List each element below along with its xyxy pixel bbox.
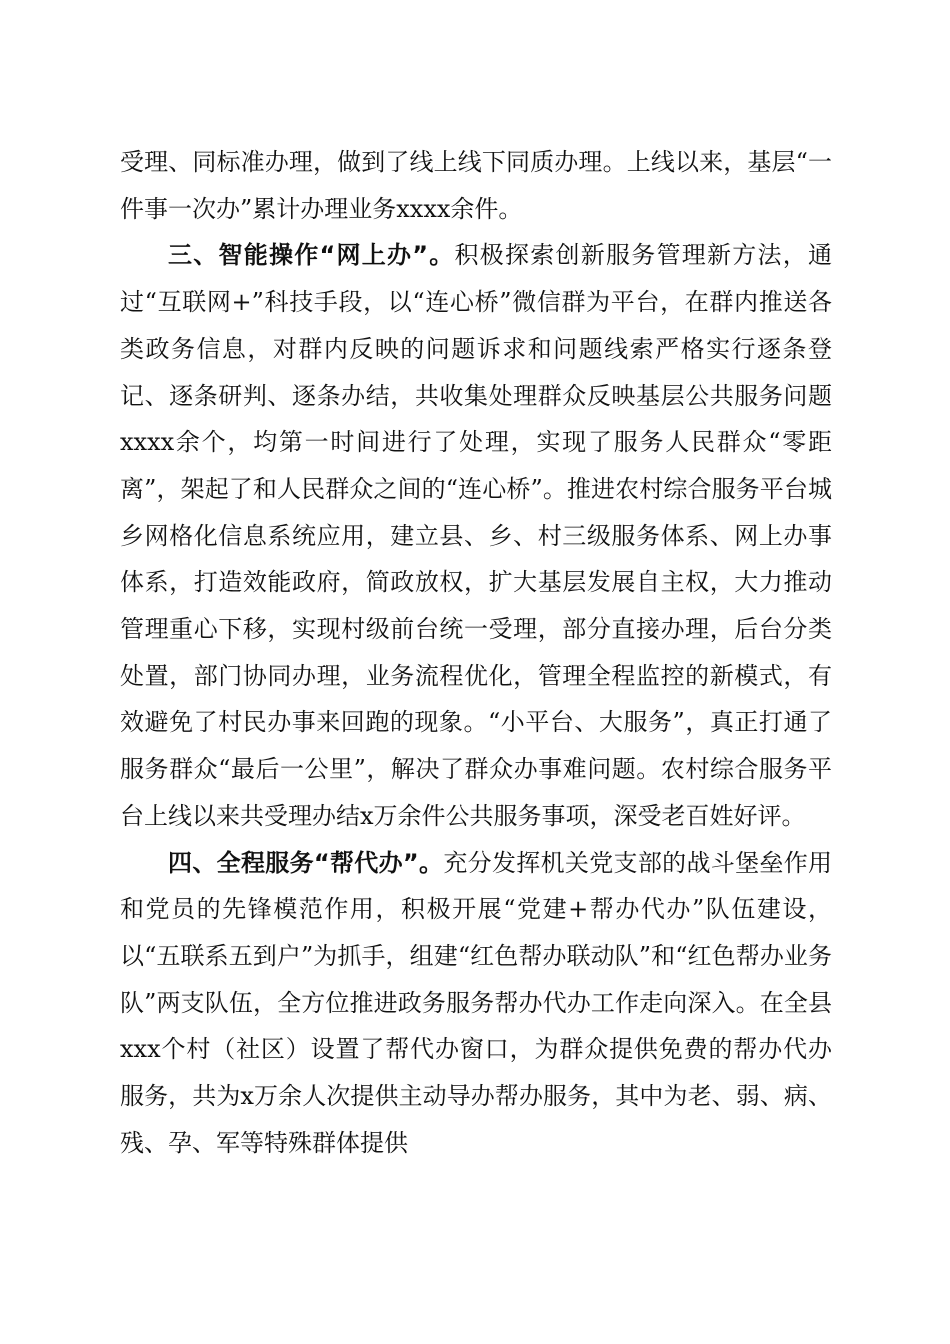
section-four-heading: 四、全程服务“帮代办”。 bbox=[168, 848, 444, 877]
section-three-heading: 三、智能操作“网上办”。 bbox=[168, 241, 455, 270]
section-three-body: 积极探索创新服务管理新方法，通过“互联网+”科技手段，以“连心桥”微信群为平台，在群内推送各类政务信息，对群内反映的问题诉求和问题线索严格实行逐条登记、逐条研判、逐条办结，共收集处理群众反映基层公共服务问题xxxx余个，均第一时间进行了处理，实现了服务人民群众“零距离”，架起了和人民群众之间的“连心桥”。推进农村综合服务平台城乡网格化信息系统应用，建立县、乡、村三级服务体系、网上办事体系，打造效能政府，简政放权，扩大基层发展自主权，大力推动管理重心下移，实现村级前台统一受理，部分直接办理，后台分类处置，部门协同办理，业务流程优化，管理全程监控的新模式，有效避免了村民办事来回跑的现象。“小平台、大服务”，真正打通了服务群众“最后一公里”，解决了群众办事难问题。农村综合服务平台上线以来共受理办结x万余件公共服务事项，深受老百姓好评。 bbox=[120, 241, 833, 830]
continued-paragraph: 受理、同标准办理，做到了线上线下同质办理。上线以来，基层“一件事一次办”累计办理业务xxxx余件。 bbox=[120, 148, 832, 223]
section-four-body: 充分发挥机关党支部的战斗堡垒作用和党员的先锋模范作用，积极开展“党建+帮办代办”队伍建设，以“五联系五到户”为抓手，组建“红色帮办联动队”和“红色帮办业务队”两支队伍，全方位推进政务服务帮办代办工作走向深入。在全县xxx个村（社区）设置了帮代办窗口，为群众提供免费的帮办代办服务，共为x万余人次提供主动导办帮办服务，其中为老、弱、病、残、孕、军等特殊群体提供 bbox=[120, 848, 833, 1157]
section-four-paragraph bbox=[120, 840, 832, 1167]
section-three-paragraph bbox=[120, 232, 832, 839]
document-body bbox=[120, 139, 832, 1166]
